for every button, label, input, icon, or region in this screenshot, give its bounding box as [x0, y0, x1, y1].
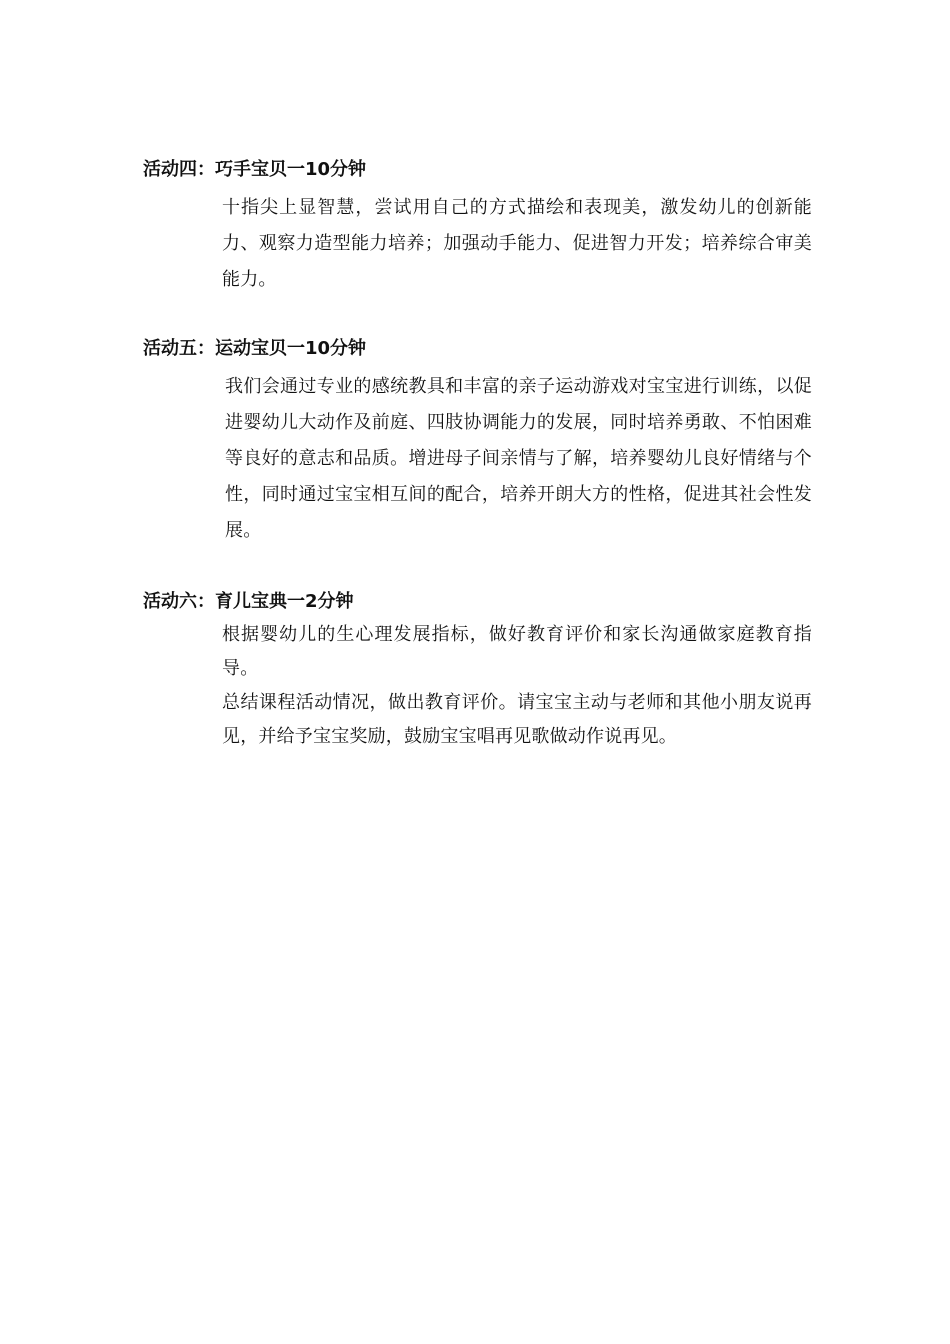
activity-four-paragraph: 十指尖上显智慧，尝试用自己的方式描绘和表现美，激发幼儿的创新能力、观察力造型能力培养；加强动手能力、促进智力开发；培养综合审美能力。: [222, 197, 812, 290]
activity-four-heading: 活动四：巧手宝贝一10分钟: [143, 159, 367, 180]
activity-five-paragraph: 我们会通过专业的感统教具和丰富的亲子运动游戏对宝宝进行训练，以促进婴幼儿大动作及前庭、四肢协调能力的发展，同时培养勇敢、不怕困难等良好的意志和品质。增进母子间亲情与了解，培养婴幼儿良好情绪与个性，同时通过宝宝相互间的配合，培养开朗大方的性格，促进其社会性发展。: [225, 376, 812, 541]
activity-five-section: [143, 337, 823, 549]
activity-five-heading: 活动五：运动宝贝一10分钟: [143, 338, 367, 359]
activity-six-heading: 活动六：育儿宝典一2分钟: [143, 591, 354, 612]
activity-six-paragraph-2: 总结课程活动情况，做出教育评价。请宝宝主动与老师和其他小朋友说再见，并给予宝宝奖励，鼓励宝宝唱再见歌做动作说再见。: [222, 692, 812, 747]
activity-four-section: [143, 158, 823, 298]
activity-six-section: [143, 590, 823, 754]
activity-six-paragraph-1: 根据婴幼儿的生心理发展指标，做好教育评价和家长沟通做家庭教育指导。: [222, 624, 812, 679]
